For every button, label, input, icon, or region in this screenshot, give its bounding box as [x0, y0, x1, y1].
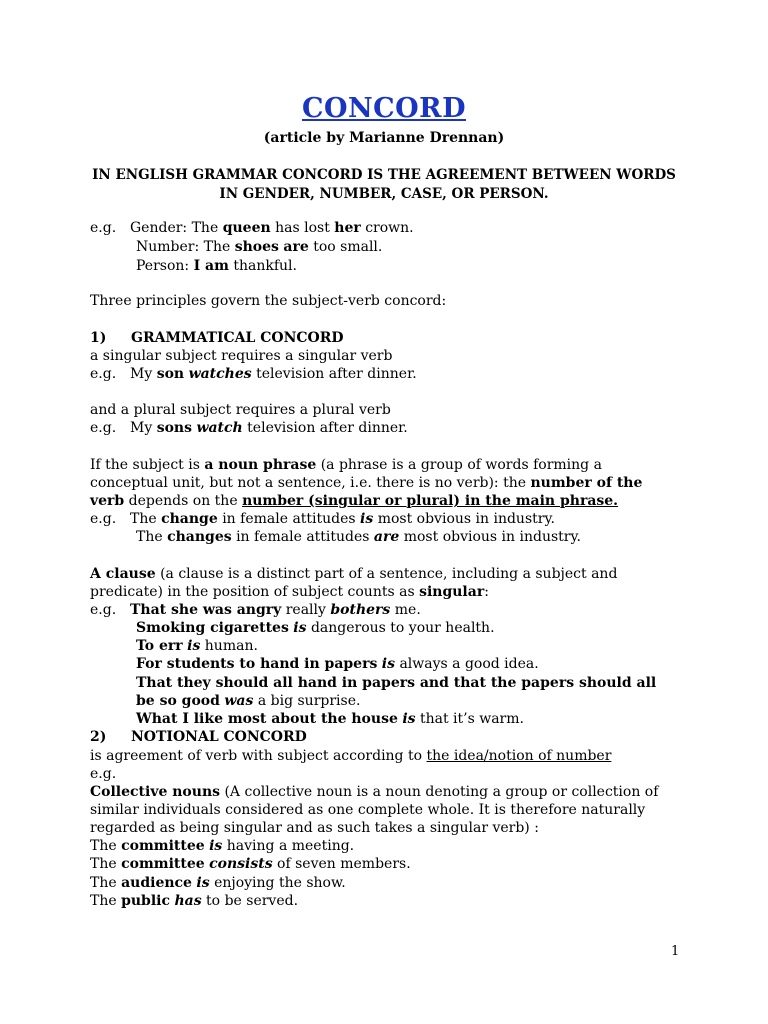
rule-plural: and a plural subject requires a plural verb — [90, 402, 391, 418]
text: The — [130, 511, 162, 527]
text: really — [281, 602, 331, 618]
emph: committee — [121, 856, 205, 872]
emph-verb: has — [174, 893, 202, 909]
emph: shoes — [234, 239, 279, 255]
clause-line-2 — [90, 583, 489, 601]
eg-label: e.g. — [90, 602, 117, 618]
text: My — [130, 366, 157, 382]
example-plural — [90, 419, 408, 437]
text: dangerous to your health. — [306, 620, 495, 636]
text: predicate) in the position of subject counts as — [90, 584, 420, 600]
text: me. — [390, 602, 421, 618]
eg-label: e.g. — [90, 420, 117, 436]
emph-verb: consists — [209, 856, 273, 872]
example-clause-5a: That they should all hand in papers and that the papers should all — [136, 675, 657, 691]
principles-intro: Three principles govern the subject-verb concord: — [90, 293, 447, 309]
emph: sons — [156, 420, 192, 436]
example-collective-2 — [90, 855, 411, 873]
text: conceptual unit, but not a sentence, i.e. there is no verb): the — [90, 475, 531, 491]
emph-verb: watches — [188, 366, 252, 382]
example-collective-4 — [90, 892, 298, 910]
collective-line-3: regarded as being singular and as such takes a singular verb) : — [90, 820, 539, 836]
text: : — [484, 584, 489, 600]
noun-phrase-line-2 — [90, 474, 642, 492]
example-noun-phrase-1 — [90, 510, 555, 528]
section-2-heading — [90, 728, 307, 746]
emph: her — [334, 220, 361, 236]
text: too small. — [308, 239, 383, 255]
emph-verb: bothers — [330, 602, 391, 618]
text: a big surprise. — [253, 693, 361, 709]
emph: changes — [167, 529, 232, 545]
emph: Collective nouns — [90, 784, 221, 800]
text: The — [90, 875, 122, 891]
emph: singular — [419, 584, 485, 600]
emph: public — [121, 893, 171, 909]
text: depends on the — [124, 493, 243, 509]
emph-verb: is — [209, 838, 223, 854]
emph: verb — [90, 493, 125, 509]
text: The — [90, 856, 122, 872]
emph: That she was angry — [130, 602, 282, 618]
section-number: 2) — [90, 729, 107, 745]
text: has lost — [270, 220, 335, 236]
noun-phrase-line-1 — [90, 456, 602, 474]
text: (a clause is a distinct part of a sentence, including a subject and — [155, 566, 618, 582]
emph: number of the — [530, 475, 643, 491]
text: in female attitudes — [217, 511, 361, 527]
emph-verb: is — [381, 656, 395, 672]
text: The — [90, 838, 122, 854]
example-gender — [90, 219, 414, 237]
text: (a phrase is a group of words forming a — [316, 457, 602, 473]
emph-verb: watch — [196, 420, 243, 436]
emph: To err — [136, 638, 183, 654]
text: thankful. — [228, 258, 297, 274]
example-noun-phrase-2 — [136, 528, 581, 546]
text: crown. — [360, 220, 414, 236]
text: Person: — [136, 258, 194, 274]
text: to be served. — [201, 893, 299, 909]
emph: committee — [121, 838, 205, 854]
example-collective-3 — [90, 874, 346, 892]
emph: Smoking cigarettes — [136, 620, 289, 636]
text: having a meeting. — [222, 838, 355, 854]
example-clause-3 — [136, 637, 258, 655]
definition-line-2: IN GENDER, NUMBER, CASE, OR PERSON. — [219, 186, 549, 202]
definition-line-1: IN ENGLISH GRAMMAR CONCORD IS THE AGREEMENT BETWEEN WORDS — [92, 167, 676, 183]
emph-verb: is — [293, 620, 307, 636]
notional-definition — [90, 747, 611, 765]
emph-verb: are — [373, 529, 400, 545]
emph: be so good — [136, 693, 220, 709]
emph: I am — [193, 258, 229, 274]
text: Gender: The — [130, 220, 223, 236]
clause-line-1 — [90, 565, 617, 583]
example-singular — [90, 365, 417, 383]
emph: queen — [222, 220, 271, 236]
text: television after dinner. — [251, 366, 417, 382]
eg-label: e.g. — [90, 366, 117, 382]
underlined-phrase: the idea/notion of number — [426, 748, 612, 764]
emph: audience — [121, 875, 192, 891]
page-title: CONCORD — [301, 93, 467, 124]
example-clause-6 — [136, 710, 524, 728]
example-person — [136, 257, 297, 275]
collective-line-2: similar individuals considered as one complete whole. It is therefore naturally — [90, 802, 646, 818]
example-collective-1 — [90, 837, 354, 855]
emph-verb: is — [360, 511, 374, 527]
text: human. — [200, 638, 258, 654]
section-title: NOTIONAL CONCORD — [131, 729, 307, 745]
emph-verb: is — [187, 638, 201, 654]
emph: a noun phrase — [204, 457, 317, 473]
emph-verb: was — [224, 693, 254, 709]
emph-verb: is — [402, 711, 416, 727]
text: always a good idea. — [395, 656, 539, 672]
example-clause-2 — [136, 619, 495, 637]
text: television after dinner. — [242, 420, 408, 436]
section-number: 1) — [90, 330, 107, 346]
text: of seven members. — [272, 856, 411, 872]
noun-phrase-line-3 — [90, 492, 618, 510]
text: The — [90, 893, 122, 909]
text: Number: The — [136, 239, 235, 255]
emph: are — [283, 239, 309, 255]
example-clause-4 — [136, 655, 539, 673]
section-title: GRAMMATICAL CONCORD — [131, 330, 344, 346]
example-clause-1 — [90, 601, 421, 619]
example-clause-5b — [136, 692, 360, 710]
text: is agreement of verb with subject according to — [90, 748, 427, 764]
emph-verb: is — [196, 875, 210, 891]
emph: What I like most about the house — [136, 711, 398, 727]
emph-underlined: number (singular or plural) in the main phrase. — [242, 493, 619, 509]
definition-heading — [80, 166, 688, 204]
page-number: 1 — [671, 944, 680, 959]
emph: son — [156, 366, 185, 382]
eg-label: e.g. — [90, 511, 117, 527]
eg-label: e.g. — [90, 766, 117, 782]
article-byline: (article by Marianne Drennan) — [263, 130, 505, 146]
text: My — [130, 420, 157, 436]
text: (A collective noun is a noun denoting a group or collection of — [220, 784, 659, 800]
emph: change — [161, 511, 218, 527]
emph: A clause — [90, 566, 156, 582]
collective-line-1 — [90, 783, 658, 801]
rule-singular: a singular subject requires a singular verb — [90, 348, 393, 364]
emph: For students to hand in papers — [136, 656, 378, 672]
text: most obvious in industry. — [399, 529, 581, 545]
text: most obvious in industry. — [373, 511, 555, 527]
section-1-heading — [90, 329, 343, 347]
text: The — [136, 529, 168, 545]
example-number — [136, 238, 382, 256]
eg-label: e.g. — [90, 220, 117, 236]
text: that it’s warm. — [415, 711, 524, 727]
text: in female attitudes — [231, 529, 374, 545]
text: enjoying the show. — [209, 875, 346, 891]
text: If the subject is — [90, 457, 205, 473]
